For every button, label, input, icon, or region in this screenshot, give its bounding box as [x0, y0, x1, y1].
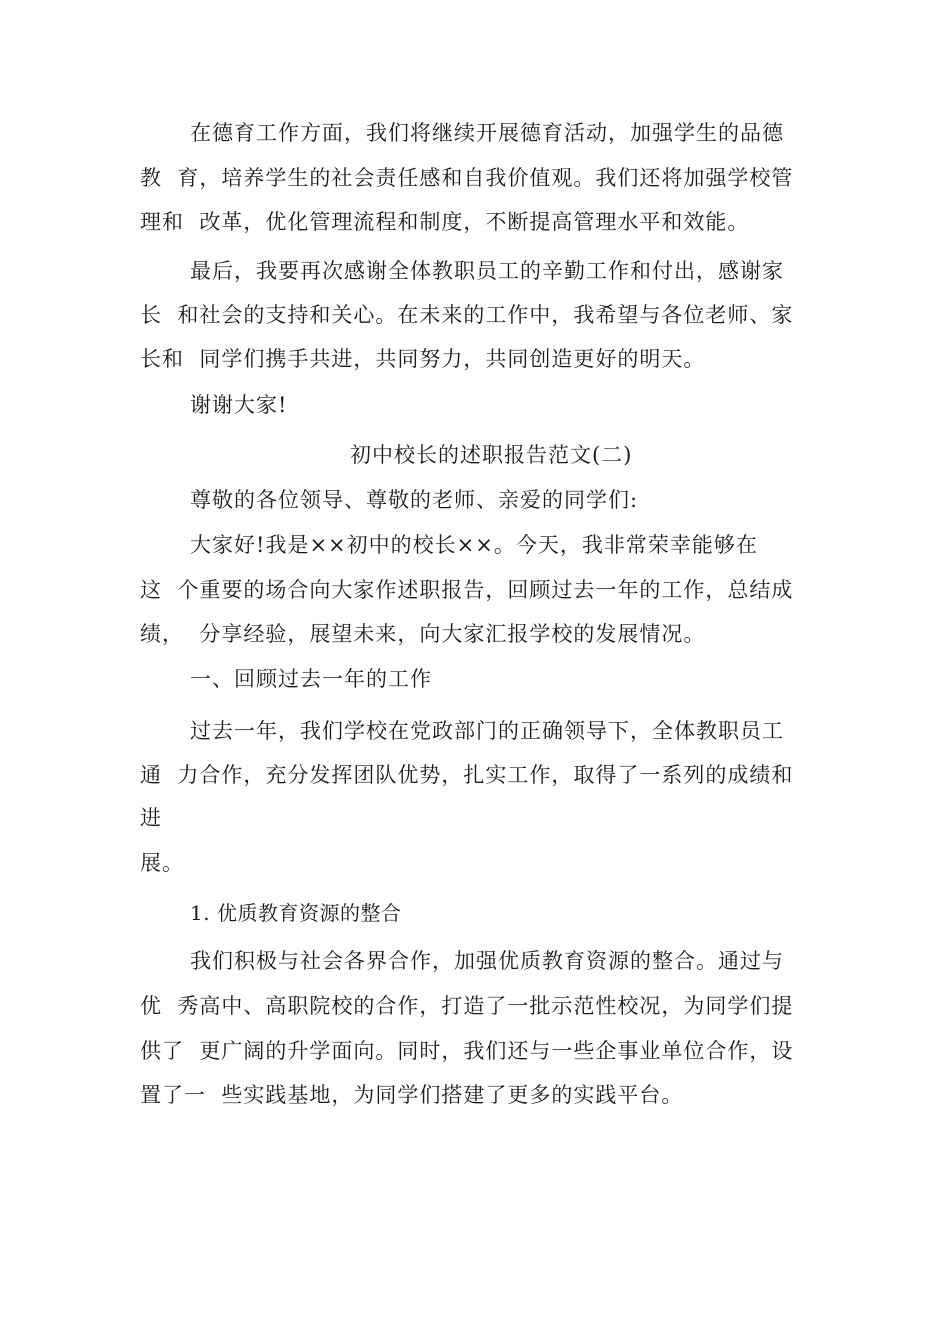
intro-line: 大家好!我是××初中的校长××。今天，我非常荣幸能够在 — [190, 533, 758, 557]
paragraph-line: 在德育工作方面，我们将继续开展德育活动，加强学生的品德 — [190, 121, 784, 145]
resources-line: 优 秀高中、高职院校的合作，打造了一批示范性校况，为同学们提 — [140, 994, 794, 1018]
paragraph-line: 教 育，培养学生的社会责任感和自我价值观。我们还将加强学校管 — [140, 166, 794, 190]
section-title: 初中校长的述职报告范文(二) — [350, 443, 633, 467]
resources-line: 供了 更广阔的升学面向。同时，我们还与一些企事业单位合作，设 — [140, 1039, 794, 1063]
closing-line: 谢谢大家! — [190, 393, 288, 417]
paragraph-line: 长 和社会的支持和关心。在未来的工作中，我希望与各位老师、家 — [140, 303, 794, 327]
intro-line: 这 个重要的场合向大家作述职报告，回顾过去一年的工作，总结成 — [140, 578, 794, 602]
review-line: 进 — [140, 806, 162, 830]
paragraph-line: 长和 同学们携手共进，共同努力，共同创造更好的明天。 — [140, 347, 706, 371]
salutation: 尊敬的各位领导、尊敬的老师、亲爱的同学们: — [190, 488, 639, 512]
review-line: 过去一年，我们学校在党政部门的正确领导下，全体教职员工 — [190, 719, 784, 743]
intro-line: 绩， 分享经验，展望未来，向大家汇报学校的发展情况。 — [140, 622, 706, 646]
review-line: 通 力合作，充分发挥团队优势，扎实工作，取得了一系列的成绩和 — [140, 763, 794, 787]
resources-line: 置了一 些实践基地，为同学们搭建了更多的实践平台。 — [140, 1083, 684, 1107]
review-line: 展。 — [140, 851, 184, 875]
paragraph-line: 最后，我要再次感谢全体教职员工的辛勤工作和付出，感谢家 — [190, 259, 784, 283]
heading-1: 一、回顾过去一年的工作 — [190, 667, 432, 691]
subheading-1: 1. 优质教育资源的整合 — [190, 901, 402, 925]
resources-line: 我们积极与社会各界合作，加强优质教育资源的整合。通过与 — [190, 949, 784, 973]
paragraph-line: 理和 改革，优化管理流程和制度，不断提高管理水平和效能。 — [140, 210, 750, 234]
